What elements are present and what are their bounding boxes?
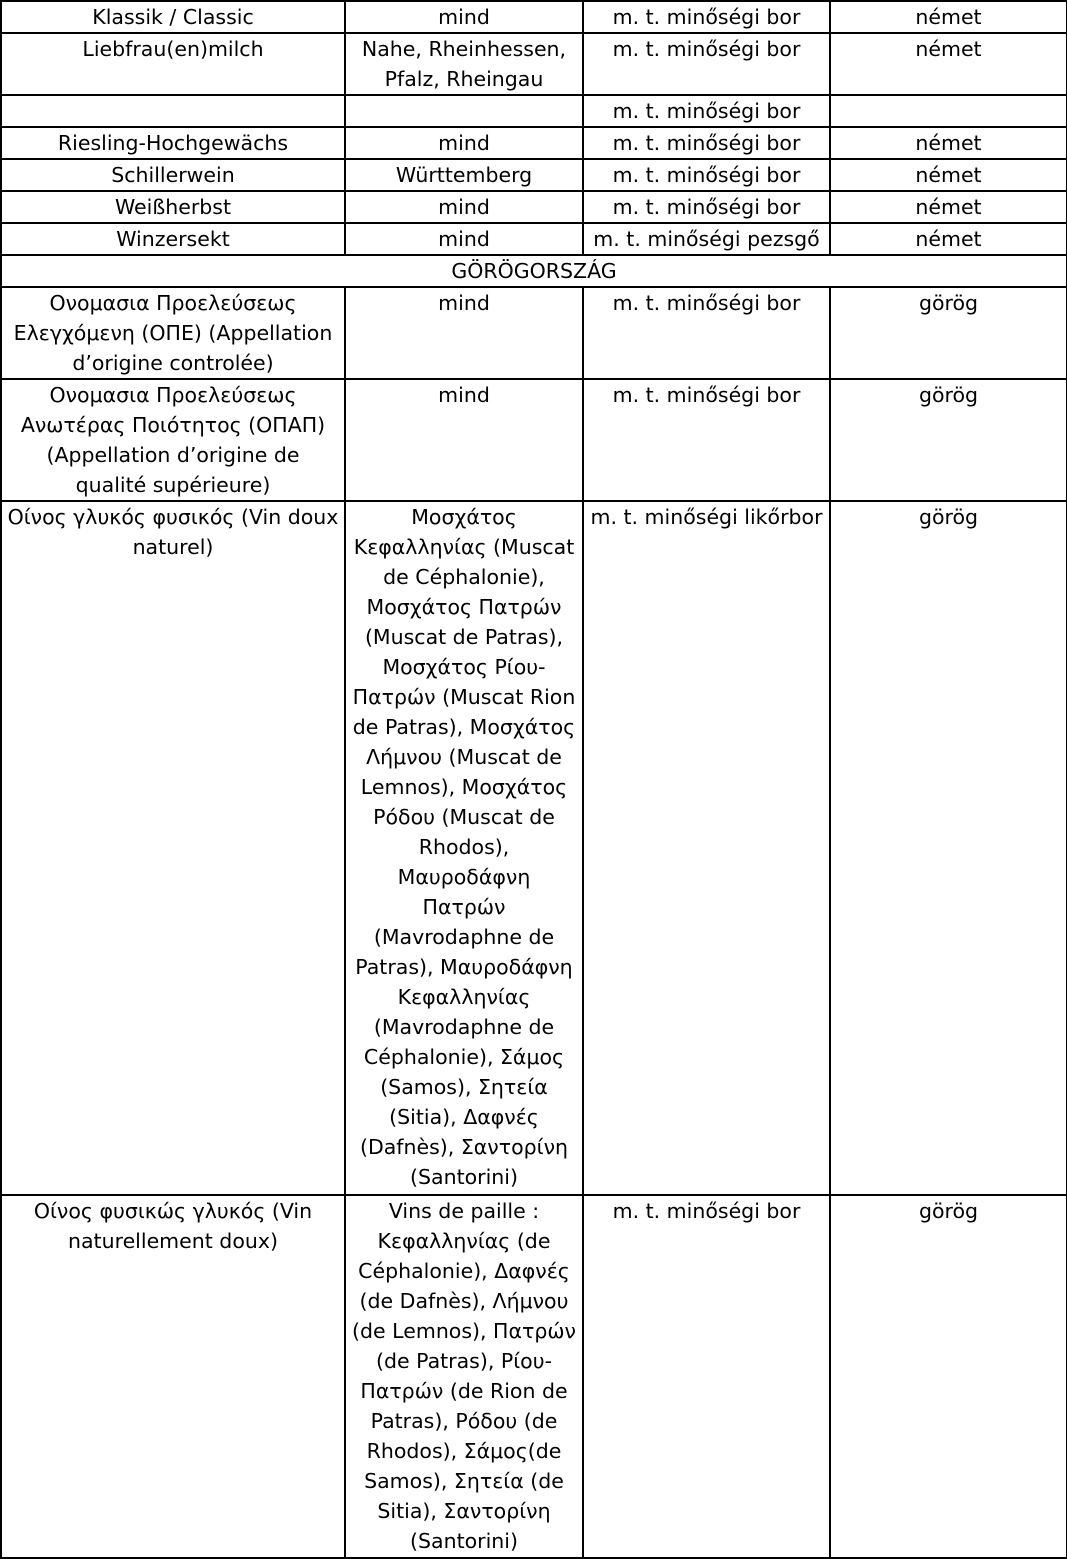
- cell-language: görög: [830, 501, 1067, 1195]
- cell-name: Weißherbst: [1, 191, 345, 223]
- cell-category: m. t. minőségi bor: [583, 95, 830, 127]
- cell-category: m. t. minőségi bor: [583, 1195, 830, 1558]
- cell-language: görög: [830, 1195, 1067, 1558]
- cell-name: Schillerwein: [1, 159, 345, 191]
- table-row: [1, 33, 1067, 95]
- cell-language: német: [830, 1, 1067, 33]
- table-row: [1, 379, 1067, 501]
- table-body: [1, 1, 1067, 1558]
- cell-name: Klassik / Classic: [1, 1, 345, 33]
- cell-region: [345, 95, 583, 127]
- cell-category: m. t. minőségi bor: [583, 159, 830, 191]
- table-row: [1, 1195, 1067, 1558]
- cell-name: Liebfrau(en)milch: [1, 33, 345, 95]
- cell-region: mind: [345, 379, 583, 501]
- cell-name: Οίνος φυσικώς γλυκός (Vin naturellement doux): [1, 1195, 345, 1558]
- cell-region: Μοσχάτος Κεφαλληνίας (Muscat de Céphalonie), Μοσχάτος Πατρών (Muscat de Patras), Μοσχάτος Ρίου- Πατρών (Muscat Rion de Patras), Μοσχάτος Λήμνου (Muscat de Lemnos), Μοσχάτος Ρόδου (Muscat de Rhodos), Μαυροδάφνη Πατρών (Mavrodaphne de Patras), Μαυροδάφνη Κεφαλληνίας (Mavrodaphne de Céphalonie), Σάμος (Samos), Σητεία (Sitia), Δαφνές (Dafnès), Σαντορίνη (Santorini): [345, 501, 583, 1195]
- cell-language: német: [830, 159, 1067, 191]
- cell-name: Riesling-Hochgewächs: [1, 127, 345, 159]
- table-row: [1, 95, 1067, 127]
- cell-category: m. t. minőségi pezsgő: [583, 223, 830, 255]
- cell-category: m. t. minőségi bor: [583, 1, 830, 33]
- cell-language: görög: [830, 287, 1067, 379]
- cell-region: mind: [345, 223, 583, 255]
- cell-category: m. t. minőségi likőrbor: [583, 501, 830, 1195]
- cell-region: mind: [345, 191, 583, 223]
- table-row: [1, 159, 1067, 191]
- table-row: [1, 1, 1067, 33]
- table-row: [1, 191, 1067, 223]
- cell-region: Nahe, Rheinhessen, Pfalz, Rheingau: [345, 33, 583, 95]
- cell-category: m. t. minőségi bor: [583, 191, 830, 223]
- cell-region: mind: [345, 1, 583, 33]
- cell-language: német: [830, 191, 1067, 223]
- cell-name: Ονομασια Προελεύσεως Ανωτέρας Ποιότητος (ΟΠΑΠ) (Appellation d’origine de qualité supérieure): [1, 379, 345, 501]
- cell-name: [1, 95, 345, 127]
- cell-language: német: [830, 127, 1067, 159]
- cell-language: [830, 95, 1067, 127]
- section-heading-row: [1, 255, 1067, 287]
- table-row: [1, 127, 1067, 159]
- cell-name: Οίνος γλυκός φυσικός (Vin doux naturel): [1, 501, 345, 1195]
- cell-category: m. t. minőségi bor: [583, 127, 830, 159]
- table-row: [1, 501, 1067, 1195]
- cell-category: m. t. minőségi bor: [583, 379, 830, 501]
- cell-category: m. t. minőségi bor: [583, 33, 830, 95]
- cell-category: m. t. minőségi bor: [583, 287, 830, 379]
- cell-region: Vins de paille : Κεφαλληνίας (de Céphalonie), Δαφνές (de Dafnès), Λήμνου (de Lemnos), Πατρών (de Patras), Ρίου- Πατρών (de Rion de Patras), Ρόδου (de Rhodos), Σάμος(de Samos), Σητεία (de Sitia), Σαντορίνη (Santorini): [345, 1195, 583, 1558]
- table-row: [1, 223, 1067, 255]
- cell-name: Ονομασια Προελεύσεως Ελεγχόμενη (ΟΠΕ) (Appellation d’origine controlée): [1, 287, 345, 379]
- cell-region: mind: [345, 127, 583, 159]
- cell-language: görög: [830, 379, 1067, 501]
- cell-language: német: [830, 33, 1067, 95]
- cell-region: Württemberg: [345, 159, 583, 191]
- cell-name: Winzersekt: [1, 223, 345, 255]
- cell-language: német: [830, 223, 1067, 255]
- section-heading: GÖRÖGORSZÁG: [1, 255, 1067, 287]
- cell-region: mind: [345, 287, 583, 379]
- table-row: [1, 287, 1067, 379]
